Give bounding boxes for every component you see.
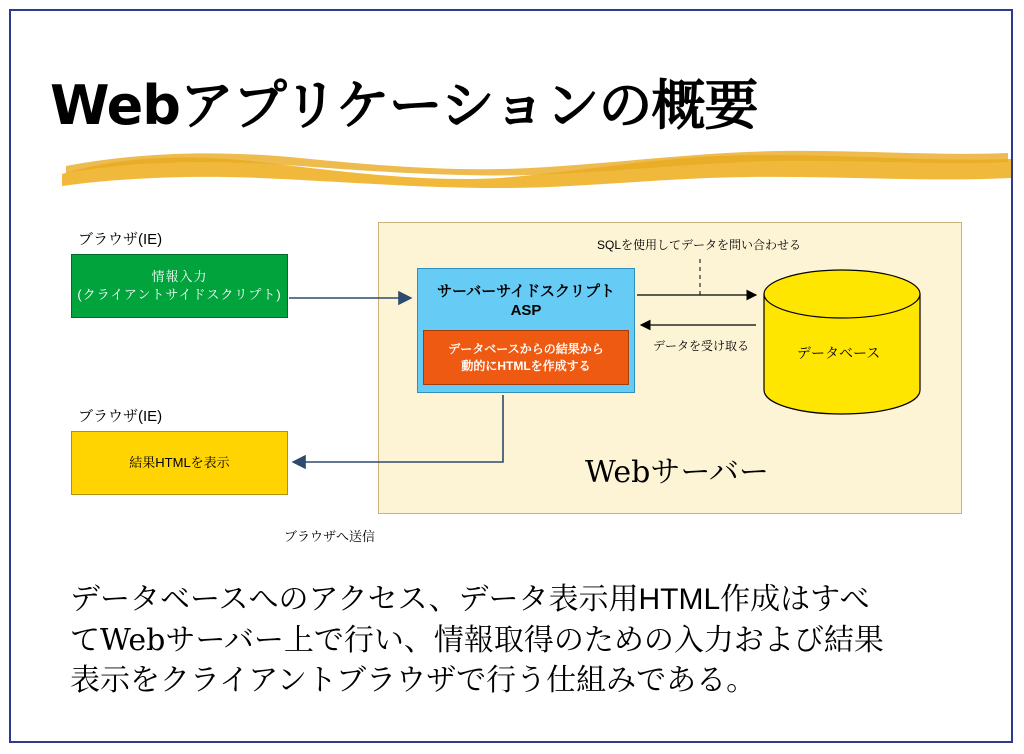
page-title-latin: Web — [50, 74, 180, 137]
client-input-line1: 情報入力 — [151, 269, 208, 285]
caption-line-1: データベースへのアクセス、データ表示用HTML作成はすべ — [70, 583, 870, 616]
web-server-label-jp: サーバー — [650, 456, 769, 489]
database-label: データベース — [797, 345, 881, 361]
html-generation-line2: 動的にHTMLを作成する — [461, 358, 591, 373]
page-title-jp: アプリケーションの概要 — [179, 76, 758, 136]
caption-line-2 — [70, 621, 980, 662]
browser-label-top: ブラウザ(IE) — [78, 231, 163, 248]
caption-line-2-rest: サーバー上で行い、情報取得のための入力および結果 — [165, 623, 884, 657]
client-input-line2: (クライアントサイドスクリプト) — [77, 287, 282, 302]
result-html-label: 結果HTMLを表示 — [129, 455, 230, 471]
server-side-script-line2: ASP — [510, 301, 542, 319]
html-generation-line1: データベースからの結果から — [448, 342, 604, 357]
server-side-script-line1: サーバーサイドスクリプト — [436, 283, 616, 300]
receive-data-label: データを受け取る — [653, 339, 750, 353]
caption-line-2-latin: てWeb — [70, 622, 166, 658]
sql-query-label: SQLを使用してデータを問い合わせる — [597, 238, 802, 252]
caption-line-3: 表示をクライアントブラウザで行う仕組みである。 — [70, 664, 757, 697]
caption-paragraph — [70, 580, 980, 702]
web-server-label-latin: Web — [585, 455, 651, 490]
send-to-browser-label: ブラウザへ送信 — [284, 529, 376, 544]
browser-label-bottom: ブラウザ(IE) — [78, 408, 163, 425]
